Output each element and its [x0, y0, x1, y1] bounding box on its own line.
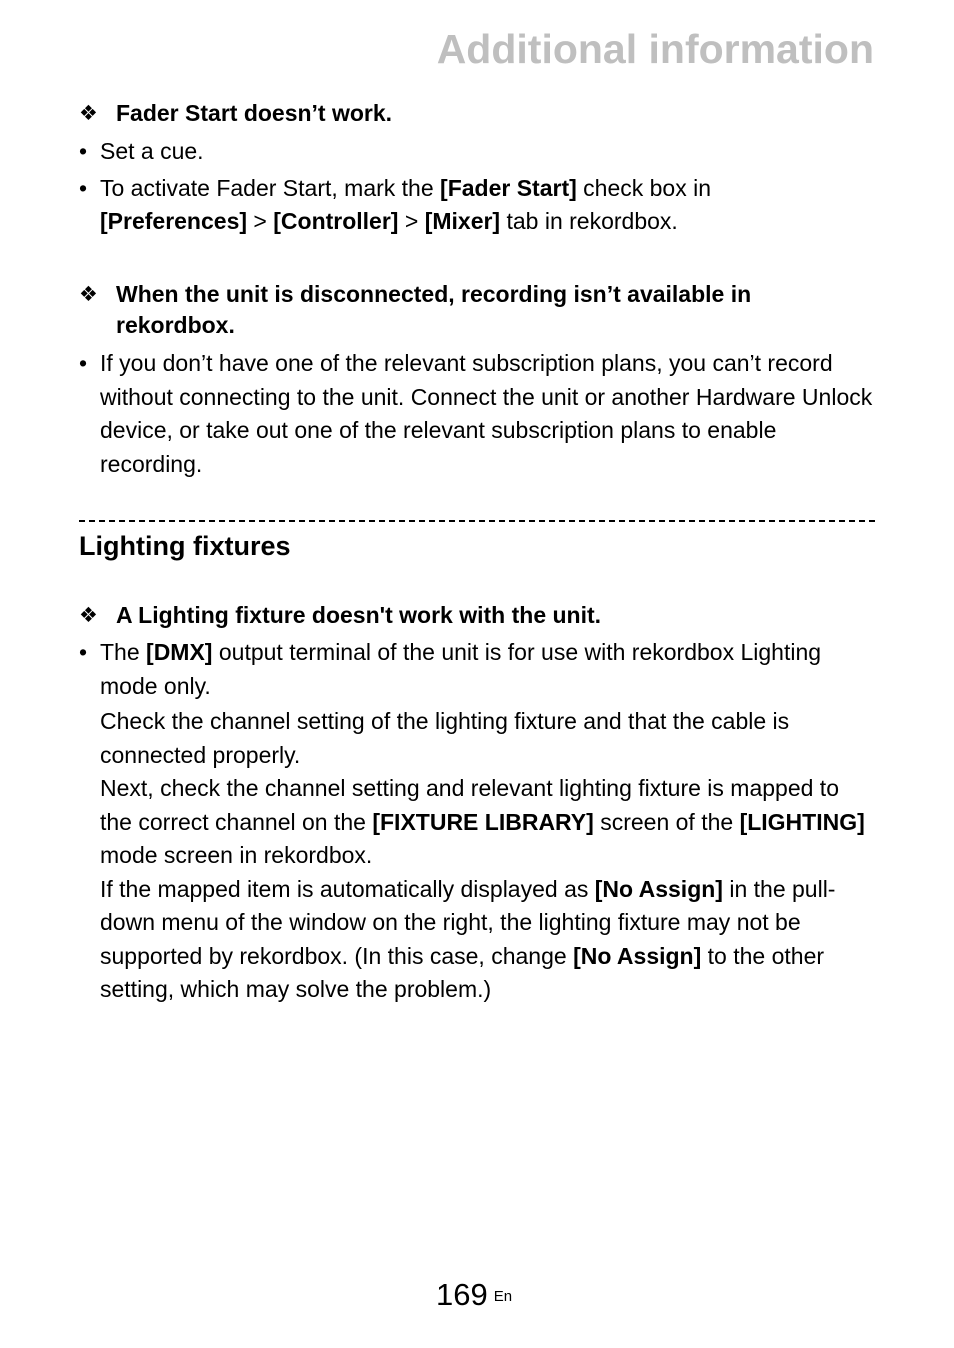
bullet-dot-icon: • [79, 639, 88, 665]
text-run: check box in [576, 174, 712, 201]
ui-label-fixture-library: [FIXTURE LIBRARY] [372, 808, 594, 835]
bullet-dot-icon: • [79, 138, 88, 164]
text-run: to the other setting, which may solve the problem.) [100, 942, 825, 1002]
list-item [79, 135, 875, 169]
ui-label-preferences: [Preferences] [100, 208, 248, 234]
paragraph: Check the channel setting of the lighting fixture and that the cable is connected properly. [100, 708, 790, 768]
page-number [436, 1276, 512, 1314]
diamond-bullet-icon: ❖ [79, 604, 98, 627]
list-item-text: If you don’t have one of the relevant subscription plans, you can’t record without connecting to the unit. Connect the unit or another Hardware Unlock device, or take out one of the relevant subscription plans to enable recording. [100, 350, 873, 477]
text-run: mode screen in rekordbox. [100, 842, 373, 868]
diamond-bullet-icon: ❖ [79, 102, 98, 125]
question-heading [79, 98, 875, 129]
bullet-dot-icon: • [79, 350, 88, 376]
ui-label-no-assign: [No Assign] [594, 875, 723, 902]
text-run: screen of the [593, 808, 740, 835]
text-run: output terminal of the unit is for use with rekordbox Lighting mode only. [100, 639, 822, 699]
question-heading [79, 279, 875, 341]
ui-label-no-assign: [No Assign] [573, 942, 702, 969]
text-run: Next, check the channel setting and relevant lighting fixture is mapped to the correct channel on the [100, 775, 839, 835]
question-heading-text: A Lighting fixture doesn't work with the unit. [116, 602, 602, 628]
section-divider [79, 520, 875, 522]
text-run: To activate Fader Start, mark the [100, 174, 441, 201]
section-title: Lighting fixtures [79, 531, 291, 561]
question-heading-text: When the unit is disconnected, recording isn’t available in rekordbox. [116, 281, 752, 338]
text-run: in the pull-down menu of the window on the right, the lighting fixture may not be supported by rekordbox. (In this case, change [100, 875, 836, 969]
diamond-bullet-icon: ❖ [79, 283, 98, 306]
faq-lighting-fixture [79, 600, 875, 1007]
paragraph [79, 772, 875, 873]
ui-label-lighting: [LIGHTING] [739, 808, 865, 835]
paragraph [79, 873, 875, 1007]
list-item [79, 636, 875, 703]
faq-recording-unavailable [79, 279, 875, 481]
text-run: The [100, 639, 147, 665]
question-heading-text: Fader Start doesn’t work. [116, 100, 393, 126]
ui-label-dmx: [DMX] [146, 639, 213, 665]
text-run: tab in rekordbox. [500, 208, 678, 234]
list-item [79, 172, 875, 239]
question-heading [79, 600, 875, 631]
ui-label-fader-start: [Fader Start] [440, 174, 577, 201]
text-run: > [247, 208, 274, 234]
list-item [79, 347, 875, 481]
page-language: En [493, 1288, 513, 1305]
page-header-title: Additional information [436, 26, 874, 72]
text-run: If the mapped item is automatically displayed as [100, 875, 595, 902]
ui-label-controller: [Controller] [273, 208, 399, 234]
text-run: > [398, 208, 425, 234]
page-number-value: 169 [436, 1277, 488, 1312]
list-item-text: Set a cue. [100, 138, 204, 164]
ui-label-mixer: [Mixer] [424, 208, 501, 234]
faq-fader-start [79, 98, 875, 239]
bullet-dot-icon: • [79, 174, 88, 201]
